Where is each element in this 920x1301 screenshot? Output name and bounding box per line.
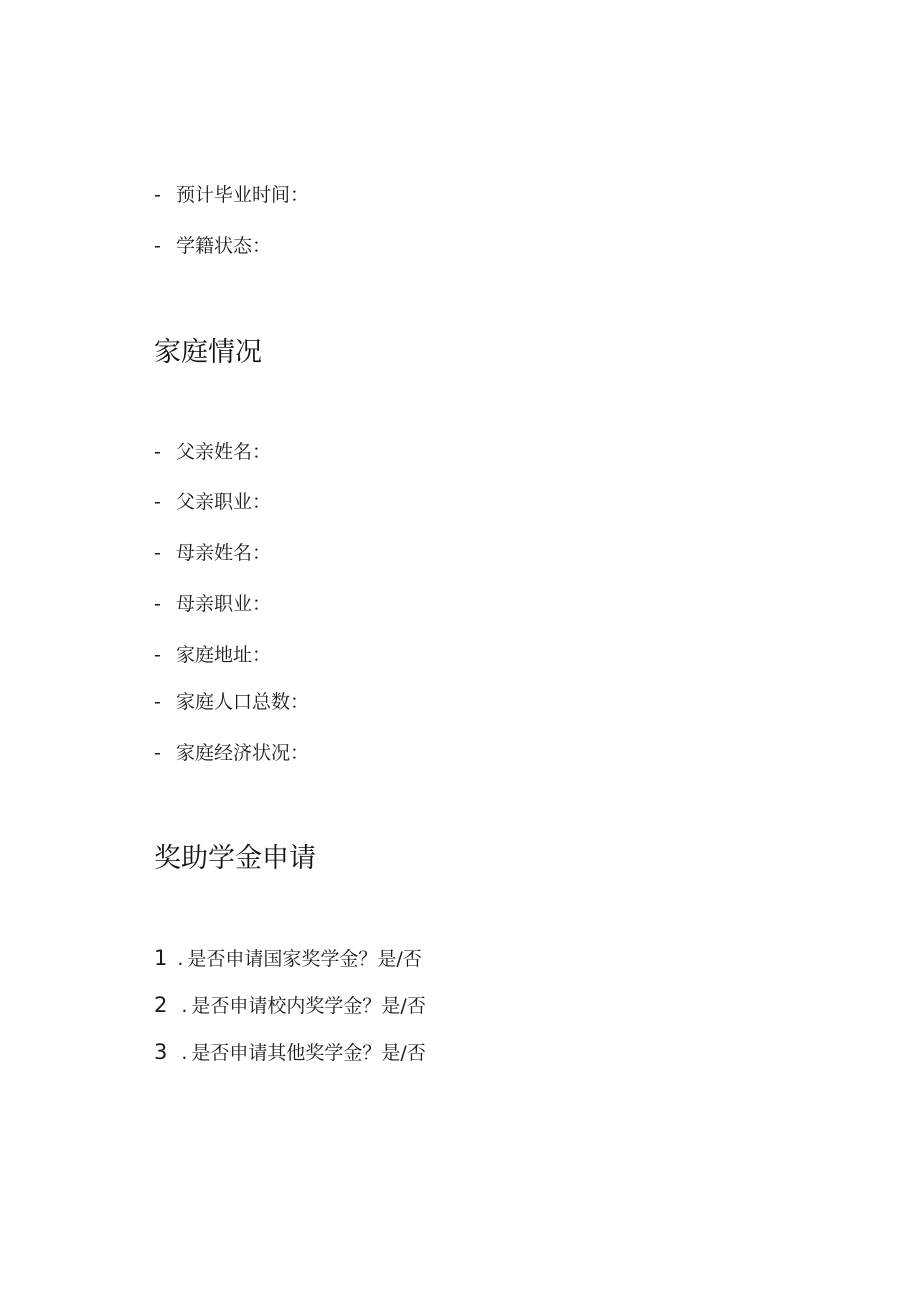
question-number: 2 — [154, 993, 168, 1017]
field-enrollment-status — [154, 234, 271, 258]
question-number: 1 — [154, 946, 168, 970]
list-dash: - — [154, 644, 161, 666]
question-dot: . — [177, 948, 184, 970]
question-national-scholarship — [154, 946, 422, 971]
field-label: 母亲职业： — [176, 593, 272, 615]
question-text: 是否申请校内奖学金？是/否 — [191, 995, 426, 1017]
field-household-size — [154, 690, 309, 714]
section-title-family: 家庭情况 — [154, 337, 262, 368]
list-dash: - — [154, 691, 161, 713]
field-label: 父亲姓名： — [176, 441, 272, 463]
field-home-address — [154, 643, 271, 667]
field-father-name — [154, 440, 271, 464]
question-text: 是否申请国家奖学金？是/否 — [187, 948, 422, 970]
question-dot: . — [181, 1042, 188, 1064]
question-text: 是否申请其他奖学金？是/否 — [191, 1042, 426, 1064]
field-mother-occupation — [154, 592, 271, 616]
field-label: 家庭人口总数： — [176, 691, 310, 713]
list-dash: - — [154, 742, 161, 764]
list-dash: - — [154, 441, 161, 463]
section-title-scholarship: 奖助学金申请 — [154, 843, 316, 874]
field-expected-graduation — [154, 183, 309, 207]
field-label: 预计毕业时间： — [176, 184, 310, 206]
field-label: 家庭地址： — [176, 644, 272, 666]
list-dash: - — [154, 542, 161, 564]
field-mother-name — [154, 541, 271, 565]
list-dash: - — [154, 593, 161, 615]
field-label: 父亲职业： — [176, 491, 272, 513]
list-dash: - — [154, 491, 161, 513]
field-label: 母亲姓名： — [176, 542, 272, 564]
list-dash: - — [154, 184, 161, 206]
list-dash: - — [154, 235, 161, 257]
field-family-finances — [154, 741, 309, 765]
question-other-scholarship — [154, 1040, 426, 1065]
field-father-occupation — [154, 490, 271, 514]
field-label: 学籍状态： — [176, 235, 272, 257]
question-dot: . — [181, 995, 188, 1017]
field-label: 家庭经济状况： — [176, 742, 310, 764]
question-number: 3 — [154, 1040, 168, 1064]
question-school-scholarship — [154, 993, 426, 1018]
